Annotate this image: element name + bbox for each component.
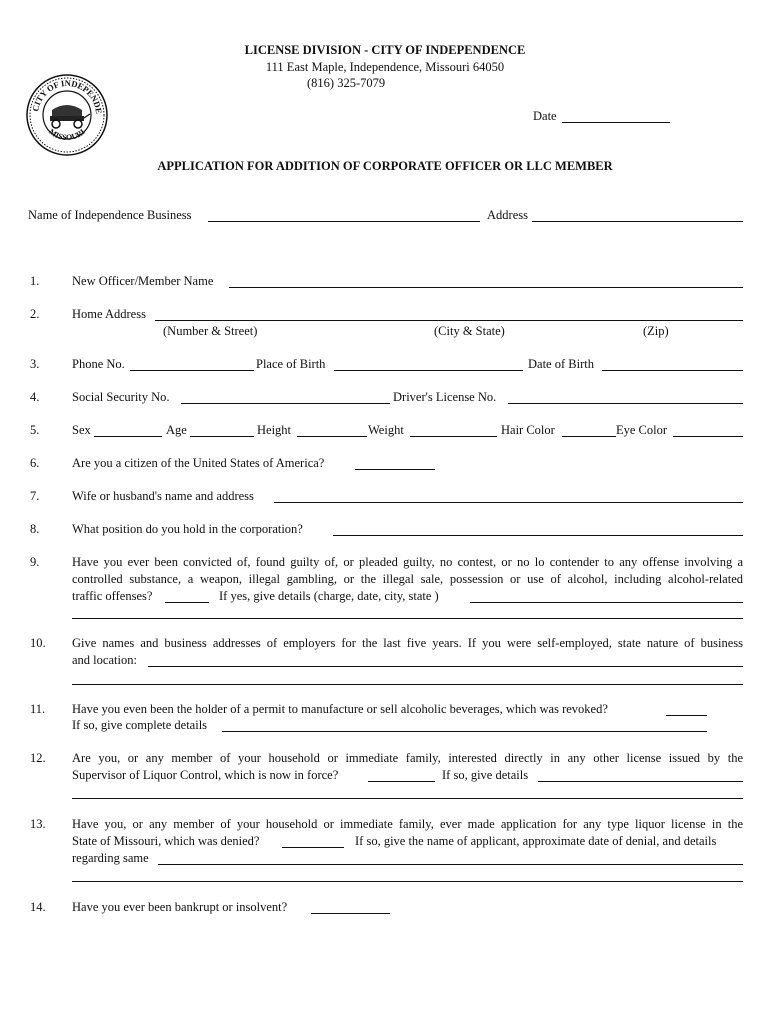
zip-caption: (Zip) — [643, 324, 669, 338]
spouse-label: Wife or husband's name and address — [72, 489, 254, 503]
phone-label: Phone No. — [72, 357, 125, 371]
other-license-question-line2: Supervisor of Liquor Control, which is now in force? — [72, 768, 339, 782]
item-number: 5. — [30, 423, 40, 437]
business-name-label: Name of Independence Business — [28, 208, 192, 222]
height-label: Height — [257, 423, 292, 437]
city-caption: (City & State) — [434, 324, 505, 338]
position-field[interactable] — [333, 535, 743, 536]
item-number: 7. — [30, 489, 40, 503]
age-field[interactable] — [190, 436, 254, 437]
bankrupt-question: Have you ever been bankrupt or insolvent? — [72, 900, 288, 914]
permit-details-field[interactable] — [222, 731, 707, 732]
employers-field[interactable] — [148, 666, 743, 667]
denied-question-line1: Have you, or any member of your household or immediate family, ever made application for any type liquor license in the — [72, 817, 743, 831]
agency-phone: (816) 325-7079 — [307, 76, 386, 90]
street-caption: (Number & Street) — [163, 324, 258, 338]
conviction-answer-field[interactable] — [165, 602, 209, 603]
age-label: Age — [166, 423, 187, 437]
conviction-details-field[interactable] — [470, 602, 743, 603]
item-number: 1. — [30, 274, 40, 288]
item-number: 9. — [30, 555, 40, 569]
other-license-question-line1: Are you, or any member of your household or immediate family, interested directly in any other license issued by the — [72, 751, 743, 765]
date-field[interactable] — [562, 122, 670, 123]
item-number: 3. — [30, 357, 40, 371]
seal-bottom-text: MISSOURI — [47, 127, 87, 143]
spouse-field[interactable] — [274, 502, 743, 503]
sex-label: Sex — [72, 423, 91, 437]
item-number: 10. — [30, 636, 46, 650]
eye-color-label: Eye Color — [616, 423, 668, 437]
item-number: 12. — [30, 751, 46, 765]
conviction-question-line3: traffic offenses? — [72, 589, 153, 603]
drivers-license-label: Driver's License No. — [393, 390, 497, 404]
position-question: What position do you hold in the corporation? — [72, 522, 303, 536]
conviction-question-line1: Have you ever been convicted of, found guilty of, or pleaded guilty, no contest, or no lo contender to any offense involving a — [72, 555, 743, 569]
denied-details-field-2[interactable] — [72, 881, 743, 882]
other-license-field[interactable] — [368, 781, 435, 782]
officer-name-label: New Officer/Member Name — [72, 274, 214, 288]
denied-question-line2: State of Missouri, which was denied? — [72, 834, 260, 848]
other-license-details-field-2[interactable] — [72, 798, 743, 799]
denied-field[interactable] — [282, 847, 344, 848]
city-seal — [26, 74, 108, 156]
item-number: 14. — [30, 900, 46, 914]
employers-question-line1: Give names and business addresses of employers for the last five years. If you were self-employed, state nature of business — [72, 636, 743, 650]
employers-question-line2: and location: — [72, 653, 137, 667]
business-address-label: Address — [487, 208, 528, 222]
birth-place-label: Place of Birth — [256, 357, 326, 371]
denied-details-label: If so, give the name of applicant, approximate date of denial, and details — [355, 834, 717, 848]
citizen-field[interactable] — [355, 469, 435, 470]
item-number: 13. — [30, 817, 46, 831]
weight-label: Weight — [368, 423, 404, 437]
home-address-field[interactable] — [155, 320, 743, 321]
ssn-field[interactable] — [181, 403, 390, 404]
dob-label: Date of Birth — [528, 357, 594, 371]
ssn-label: Social Security No. — [72, 390, 170, 404]
birth-place-field[interactable] — [334, 370, 523, 371]
agency-title: LICENSE DIVISION - CITY OF INDEPENDENCE — [244, 43, 526, 57]
height-field[interactable] — [297, 436, 367, 437]
employers-field-2[interactable] — [72, 684, 743, 685]
item-number: 11. — [30, 702, 46, 716]
bankrupt-field[interactable] — [311, 913, 390, 914]
permit-revoked-field[interactable] — [666, 715, 707, 716]
permit-revoked-question: Have you even been the holder of a permit to manufacture or sell alcoholic beverages, which was revoked? — [72, 702, 608, 716]
home-address-label: Home Address — [72, 307, 146, 321]
wagon-seal-icon — [50, 105, 90, 128]
hair-color-field[interactable] — [562, 436, 616, 437]
item-number: 6. — [30, 456, 40, 470]
agency-address: 111 East Maple, Independence, Missouri 64050 — [265, 60, 505, 74]
sex-field[interactable] — [94, 436, 162, 437]
eye-color-field[interactable] — [673, 436, 743, 437]
hair-color-label: Hair Color — [501, 423, 555, 437]
weight-field[interactable] — [410, 436, 497, 437]
drivers-license-field[interactable] — [508, 403, 743, 404]
business-name-field[interactable] — [208, 221, 480, 222]
date-label: Date — [533, 109, 557, 123]
citizen-question: Are you a citizen of the United States of America? — [72, 456, 325, 470]
other-license-details-field[interactable] — [538, 781, 743, 782]
permit-details-label: If so, give complete details — [72, 718, 208, 732]
item-number: 2. — [30, 307, 40, 321]
item-number: 4. — [30, 390, 40, 404]
conviction-details-label: If yes, give details (charge, date, city, state ) — [219, 589, 439, 603]
other-license-details-label: If so, give details — [442, 768, 529, 782]
business-address-field[interactable] — [532, 221, 743, 222]
dob-field[interactable] — [602, 370, 743, 371]
denied-details-field[interactable] — [158, 864, 743, 865]
denied-question-line3: regarding same — [72, 851, 149, 865]
form-title: APPLICATION FOR ADDITION OF CORPORATE OFFICER OR LLC MEMBER — [157, 159, 613, 173]
phone-field[interactable] — [130, 370, 254, 371]
conviction-details-field-2[interactable] — [72, 618, 743, 619]
item-number: 8. — [30, 522, 40, 536]
seal-top-text: CITY OF INDEPENDE — [30, 77, 105, 115]
conviction-question-line2: controlled substance, a weapon, illegal gambling, or the illegal sale, possession or use of alcohol, including alcohol-related — [72, 572, 743, 586]
officer-name-field[interactable] — [229, 287, 743, 288]
